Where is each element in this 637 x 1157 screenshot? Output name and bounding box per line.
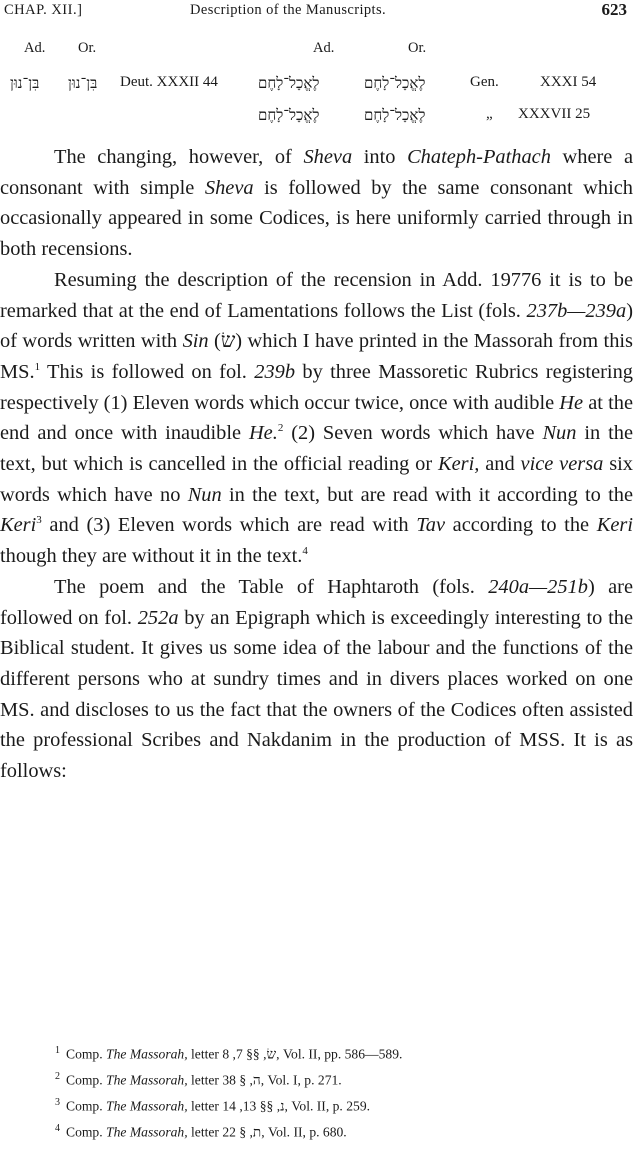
footnote [55, 1118, 630, 1144]
text-run: is followed by the same consonant which occasionally appeared in some Codices, is here uniformly carried through in both recensions. [0, 176, 633, 261]
italic-term: Nun [542, 422, 577, 445]
scripture-book: Gen. [470, 74, 499, 90]
hebrew-reading: לֶאֱכָל־לָחֶם [364, 74, 426, 92]
footnote-number: 4 [55, 1123, 60, 1135]
italic-term: Sheva [303, 146, 353, 168]
italic-term: He. [248, 422, 278, 445]
text-run: in the text, but are read with it according to the [221, 483, 633, 506]
italic-term: Keri, [438, 453, 480, 476]
italic-term: Chateph-Pathach [407, 146, 551, 168]
italic-term: 237b—239a [526, 299, 627, 322]
text-run: and (3) Eleven words which are read with [41, 514, 417, 537]
footnote-ref[interactable]: 4 [302, 545, 308, 558]
text-run: letter נ, §§ 13, 14, Vol. II, p. 259. [187, 1098, 371, 1114]
footnote-ref[interactable]: 3 [36, 514, 42, 527]
text-run: (שׂ) which I have printed in the Massorah from this MS. [0, 330, 633, 383]
text-run: ) are followed on fol. [0, 575, 634, 629]
right-ad-header: Ad. [313, 40, 335, 56]
italic-title: The Massorah, [106, 1072, 188, 1088]
scripture-reference: XXXVII 25 [518, 106, 591, 122]
footnote-ref[interactable]: 2 [277, 422, 284, 435]
italic-term: Tav [416, 514, 445, 537]
text-run: letter ה, § 38, Vol. I, p. 271. [187, 1072, 342, 1088]
ditto-mark: „ [486, 106, 493, 122]
variant-row-2 [0, 106, 637, 134]
text-run: letter ת, § 22, Vol. II, p. 680. [187, 1124, 347, 1140]
italic-term: He [559, 391, 584, 414]
italic-term: Keri [596, 514, 633, 537]
text-run: into [352, 146, 408, 168]
text-run: Resuming the description of the recension in Add. 19776 it is to be remarked that at the end of Lamentations follows the List (fols. [0, 268, 633, 322]
page-number: 623 [601, 0, 627, 19]
italic-term: Sin [182, 330, 209, 353]
paragraph-3 [0, 572, 633, 787]
right-or-header: Or. [408, 40, 427, 56]
hebrew-reading: לֶאֱכָל־לָחֶם [364, 106, 426, 124]
paragraph-2 [0, 265, 633, 572]
text-run: This is followed on fol. [40, 360, 255, 383]
hebrew-reading: לֶאֱכָל־לָחֶם [258, 74, 320, 92]
chapter-label: CHAP. XII.] [4, 2, 83, 18]
footnote [55, 1066, 630, 1092]
text-run: and [479, 453, 521, 476]
italic-term: Keri [0, 514, 37, 537]
scripture-reference: Deut. XXXII 44 [120, 74, 218, 90]
text-run: six words which have no [0, 453, 634, 506]
text-run: according to the [445, 514, 597, 537]
text-run: where a consonant with simple [0, 146, 633, 199]
text-run: by three Massoretic Rubrics registering respectively (1) Eleven words which occur twice, once with audible [0, 360, 633, 414]
text-run: by an Epigraph which is exceedingly interesting to the Biblical student. It gives us some idea of the labour and the functions of the different persons who at sundry times and in divers places worked on one MS. and discloses to us the fact that the owners of the Codices often assisted the professional Scribes and Nakdanim in the production of MSS. It is as follows: [0, 606, 633, 783]
italic-title: The Massorah, [106, 1124, 188, 1140]
footnote-number: 1 [55, 1045, 60, 1056]
italic-term: 239b [254, 360, 296, 383]
scripture-reference: XXXI 54 [540, 74, 597, 90]
italic-term: Sheva [204, 176, 254, 199]
italic-term: 252a [137, 606, 179, 629]
text-run: in the text, but which is cancelled in the official reading or [0, 422, 634, 476]
text-run: (2) Seven words which have [283, 422, 543, 445]
text-run: Comp. [66, 1046, 107, 1062]
footnote-number: 2 [55, 1071, 60, 1083]
footnote [55, 1040, 630, 1066]
text-run: Comp. [66, 1072, 107, 1088]
running-title: Description of the Manuscripts. [190, 2, 387, 18]
hebrew-reading: בִּן־נוּן [10, 74, 40, 92]
text-run: The poem and the Table of Haphtaroth (fols. [54, 575, 489, 598]
footnotes [55, 1040, 630, 1144]
paragraph-1 [0, 142, 633, 265]
italic-term: vice versa [520, 453, 604, 476]
body-text [0, 142, 633, 787]
text-run: Comp. [66, 1124, 107, 1140]
text-run: Comp. [66, 1098, 107, 1114]
running-header [0, 2, 637, 26]
text-run: The changing, however, of [54, 146, 304, 168]
variant-row-1 [0, 74, 637, 102]
hebrew-reading: בִּן־נוּן [68, 74, 98, 92]
text-run: at the end and once with inaudible [0, 391, 633, 445]
italic-title: The Massorah, [106, 1046, 188, 1062]
text-run: letter שׂ, §§ 7, 8, Vol. II, pp. 586—589. [187, 1046, 403, 1062]
italic-term: Nun [187, 483, 222, 506]
text-run: ) of words written with [0, 299, 633, 353]
left-or-header: Or. [78, 40, 97, 56]
italic-term: 240a—251b [488, 575, 588, 598]
text-run: though they are without it in the text. [0, 545, 303, 568]
footnote [55, 1092, 630, 1118]
footnote-ref[interactable]: 1 [34, 361, 41, 374]
italic-title: The Massorah, [106, 1098, 188, 1114]
footnote-number: 3 [55, 1097, 60, 1109]
left-ad-header: Ad. [24, 40, 46, 56]
hebrew-reading: לֶאֱכָל־לָחֶם [258, 106, 320, 124]
